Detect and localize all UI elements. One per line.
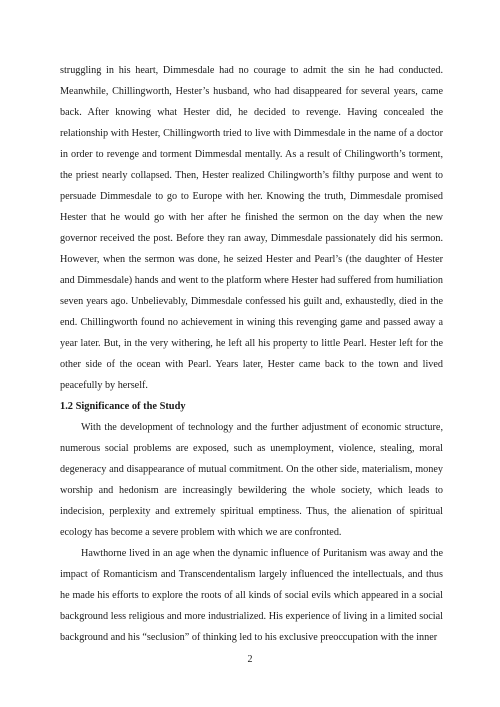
body-paragraph-significance: With the development of technology and the further adjustment of economic structure, numerous social problems are exposed, such as unemployment, violence, stealing, moral degeneracy and disappearance of mutual commitment. On the other side, materialism, money worship and hedonism are increasingly bewildering the whole society, which leads to indecision, perplexity and extremely spiritual emptiness. Thus, the alienation of spiritual ecology has become a severe problem with which we are confronted. [60, 422, 443, 538]
page-number: 2 [247, 654, 253, 665]
body-paragraph-hawthorne: Hawthorne lived in an age when the dynamic influence of Puritanism was away and the impact of Romanticism and Transcendentalism largely influenced the intellectuals, and thus he made his efforts to explore the roots of all kinds of social evils which appeared in a social background less religious and more industrialized. His experience of living in a limited social background and his “seclusion” of thinking led to his exclusive preoccupation with the inner [60, 548, 443, 643]
body-paragraph-story-summary: struggling in his heart, Dimmesdale had no courage to admit the sin he had conducted. Meanwhile, Chillingworth, Hester’s husband, who had disappeared for several years, came back. After knowing what Hester did, he decided to revenge. Having concealed the relationship with Hester, Chillingworth tried to live with Dimmesdale in the name of a doctor in order to revenge and torment Dimmesdal mentally. As a result of Chilingworth’s torment, the priest nearly collapsed. Then, Hester realized Chilingworth’s filthy purpose and went to persuade Dimmesdale to go to Europe with her. Knowing the truth, Dimmesdale promised Hester that he would go with her after he finished the sermon on the day when the new governor received the post. Before they ran away, Dimmesdale passionately did his sermon. However, when the sermon was done, he seized Hester and Pearl’s (the daughter of Hester and Dimmesdale) hands and went to the platform where Hester had suffered from humiliation seven years ago. Unbelievably, Dimmesdale confessed his guilt and, exhaustedly, died in the end. Chillingworth found no achievement in wining this revenging game and passed away a year later. But, in the very withering, he left all his property to little Pearl. Hester left for the other side of the ocean with Pearl. Years later, Hester came back to the town and lived peacefully by herself. [60, 65, 443, 391]
document-page [60, 60, 443, 648]
section-heading: 1.2 Significance of the Study [60, 401, 186, 412]
